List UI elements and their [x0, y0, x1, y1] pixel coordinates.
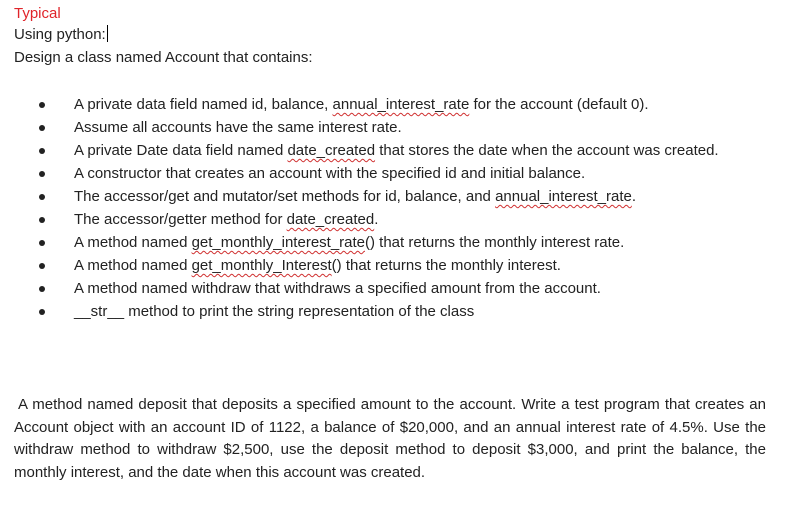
item-text: The accessor/get and mutator/set methods for id, balance, and	[74, 188, 496, 205]
item-highlight: date_created	[286, 211, 375, 228]
item-text: A constructor that creates an account with the specified id and initial balance.	[74, 165, 586, 182]
list-item	[0, 185, 807, 208]
item-text: A private data field named id, balance,	[74, 96, 333, 113]
item-text-end: () that returns the monthly interest rate.	[365, 234, 625, 251]
text-cursor	[107, 25, 108, 42]
typical-label: Typical	[14, 5, 61, 22]
deposit-paragraph: A method named deposit that deposits a specified amount to the account. Write a test program that creates an Account object with an account ID of 1122, a balance of $20,000, and an annual interest rate of 4.5%. Use the withdraw method to withdraw $2,500, use the deposit method to deposit $3,000, and print the balance, the monthly interest, and the date when this account was created.	[14, 396, 766, 481]
item-highlight: date_created	[287, 142, 376, 159]
requirements-list	[0, 93, 807, 323]
bullet-icon	[39, 309, 45, 315]
bullet-icon	[39, 263, 45, 269]
item-text: A private Date data field named	[74, 142, 288, 159]
item-text-end: .	[374, 211, 379, 228]
item-text: __str__ method to print the string representation of the class	[74, 303, 475, 320]
bullet-icon	[39, 171, 45, 177]
item-text-end: that stores the date when the account was created.	[375, 142, 719, 159]
bullet-icon	[39, 102, 45, 108]
list-item	[0, 254, 807, 277]
list-item	[0, 231, 807, 254]
item-highlight: annual_interest_rate	[332, 96, 470, 113]
list-item	[0, 93, 807, 116]
item-text: Assume all accounts have the same interest rate.	[74, 119, 402, 136]
bullet-icon	[39, 148, 45, 154]
item-highlight: get_monthly_interest_rate	[191, 234, 366, 251]
item-text: A method named	[74, 257, 192, 274]
item-highlight: annual_interest_rate	[495, 188, 632, 205]
design-heading: Design a class named Account that contains:	[14, 49, 313, 66]
item-text-end: .	[631, 188, 637, 205]
bullet-icon	[39, 217, 45, 223]
list-item	[0, 139, 807, 162]
item-text-end: for the account (default 0).	[469, 96, 649, 113]
list-item	[0, 116, 807, 139]
item-highlight: get_monthly_Interest	[191, 257, 332, 274]
item-text: The accessor/getter method for	[74, 211, 287, 228]
list-item	[0, 162, 807, 185]
item-text: A method named withdraw that withdraws a specified amount from the account.	[74, 280, 601, 297]
bullet-icon	[39, 194, 45, 200]
list-item	[0, 277, 807, 300]
list-item	[0, 208, 807, 231]
list-item	[0, 300, 807, 323]
item-text-end: () that returns the monthly interest.	[331, 257, 561, 274]
bullet-icon	[39, 125, 45, 131]
using-python-line[interactable]	[14, 25, 108, 45]
bullet-icon	[39, 286, 45, 292]
bullet-icon	[39, 240, 45, 246]
item-text: A method named	[74, 234, 192, 251]
using-python-text: Using python:	[14, 26, 106, 43]
